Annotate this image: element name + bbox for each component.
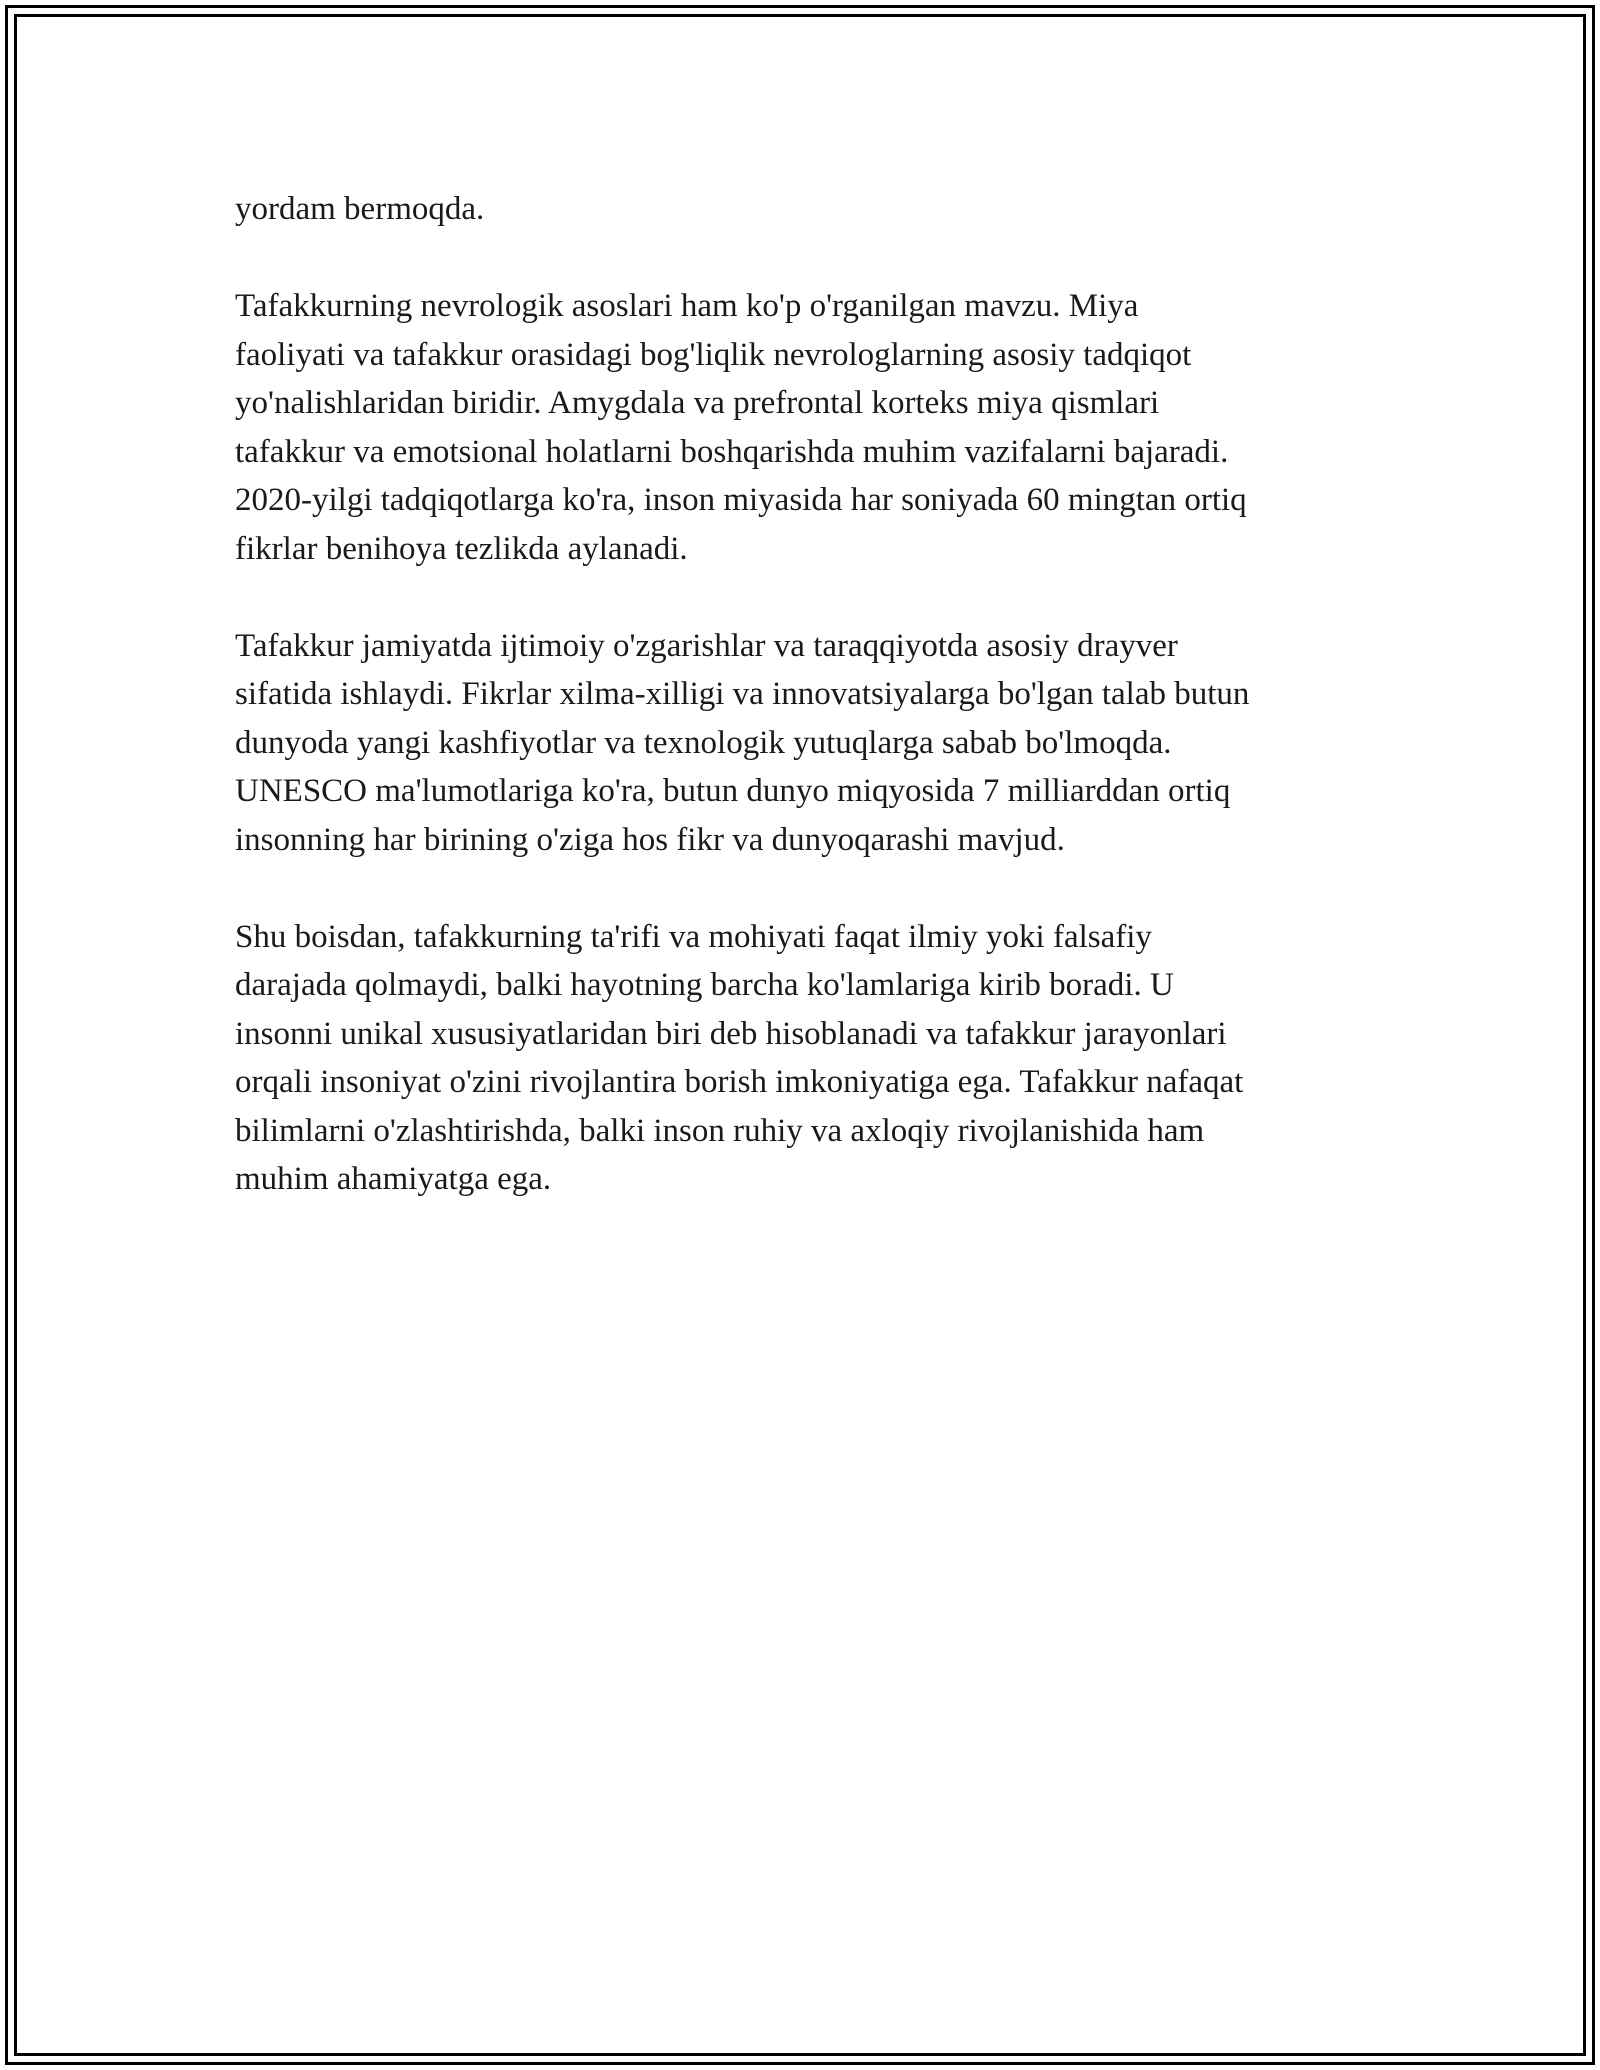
paragraph-1 (235, 185, 1375, 234)
text-line: orqali insoniyat o'zini rivojlantira borish imkoniyatiga ega. Tafakkur nafaqat (235, 1064, 1244, 1100)
text-line: bilimlarni o'zlashtirishda, balki inson ruhiy va axloqiy rivojlanishida ham (235, 1112, 1205, 1149)
text-line: UNESCO ma'lumotlariga ko'ra, butun dunyo miqyosida 7 milliarddan ortiq (235, 773, 1231, 809)
text-line: fikrlar benihoya tezlikda aylanadi. (235, 530, 688, 567)
text-line: darajada qolmaydi, balki hayotning barcha ko'lamlariga kirib boradi. U (235, 967, 1174, 1003)
document-body (235, 185, 1375, 1252)
text-line: Tafakkurning nevrologik asoslari ham ko'p o'rganilgan mavzu. Miya (235, 288, 1139, 324)
text-line: sifatida ishlaydi. Fikrlar xilma-xilligi va innovatsiyalarga bo'lgan talab butun (235, 676, 1250, 712)
text-line: muhim ahamiyatga ega. (235, 1161, 552, 1197)
text-line: yo'nalishlaridan biridir. Amygdala va prefrontal korteks miya qismlari (235, 385, 1160, 421)
text-line: insonning har birining o'ziga hos fikr va dunyoqarashi mavjud. (235, 821, 1065, 858)
text-line: tafakkur va emotsional holatlarni boshqarishda muhim vazifalarni bajaradi. (235, 433, 1229, 470)
paragraph-3 (235, 622, 1375, 865)
text-line: 2020-yilgi tadqiqotlarga ko'ra, inson miyasida har soniyada 60 mingtan ortiq (235, 482, 1247, 518)
text-line: faoliyati va tafakkur orasidagi bog'liqlik nevrologlarning asosiy tadqiqot (235, 336, 1192, 373)
text-line: insonni unikal xususiyatlaridan biri deb hisoblanadi va tafakkur jarayonlari (235, 1015, 1227, 1052)
text-line: Shu boisdan, tafakkurning ta'rifi va mohiyati faqat ilmiy yoki falsafiy (235, 918, 1152, 955)
text-line: Tafakkur jamiyatda ijtimoiy o'zgarishlar va taraqqiyotda asosiy drayver (235, 627, 1178, 664)
text-line: yordam bermoqda. (235, 191, 485, 227)
paragraph-2 (235, 282, 1375, 573)
text-line: dunyoda yangi kashfiyotlar va texnologik yutuqlarga sabab bo'lmoqda. (235, 724, 1172, 761)
paragraph-4 (235, 913, 1375, 1204)
